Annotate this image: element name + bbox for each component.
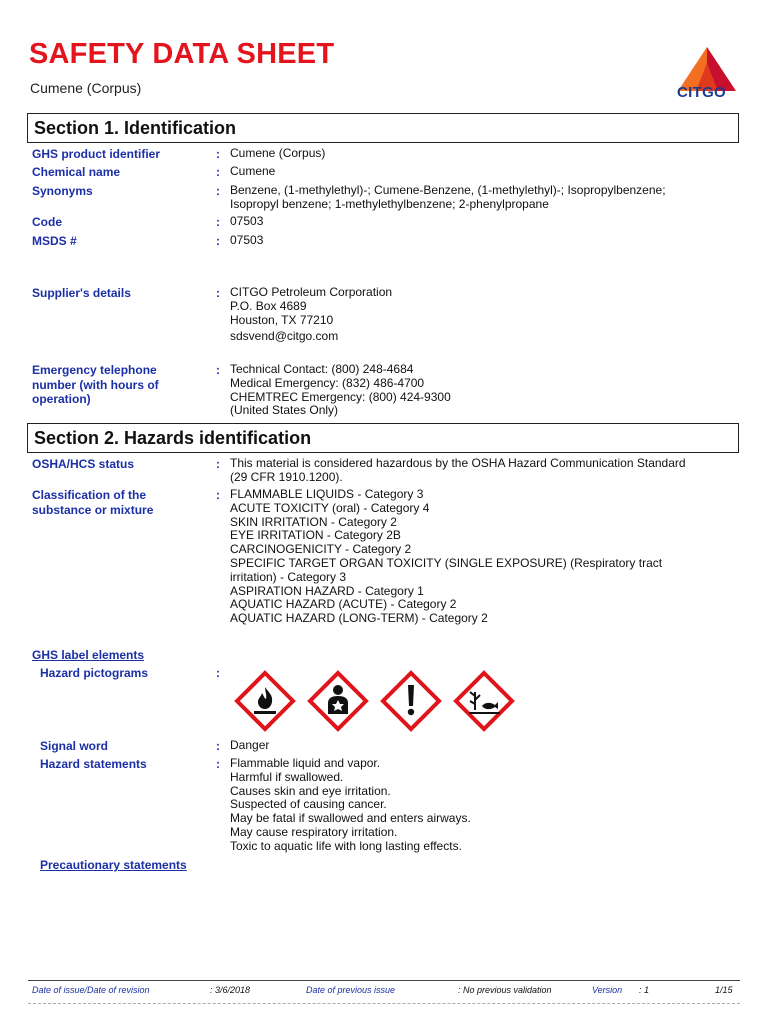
chemical-name-value: Cumene bbox=[230, 164, 276, 178]
classification-value bbox=[230, 488, 730, 626]
colon: : bbox=[216, 147, 220, 161]
ghs-label-elements-link[interactable]: GHS label elements bbox=[32, 648, 145, 662]
classification-line: SKIN IRRITATION - Category 2 bbox=[230, 514, 397, 529]
hazard-statements-label: Hazard statements bbox=[40, 757, 147, 771]
signal-word-value: Danger bbox=[230, 738, 270, 752]
colon: : bbox=[216, 184, 220, 198]
colon: : bbox=[216, 666, 220, 680]
colon: : bbox=[216, 363, 220, 377]
ghs-product-identifier-value: Cumene (Corpus) bbox=[230, 146, 326, 160]
precautionary-statements-link[interactable]: Precautionary statements bbox=[40, 858, 187, 872]
section-2-heading: Section 2. Hazards identification bbox=[27, 423, 739, 453]
classification-line: EYE IRRITATION - Category 2B bbox=[230, 528, 401, 543]
label-line: Classification of the bbox=[32, 488, 147, 502]
signal-word-label: Signal word bbox=[40, 739, 109, 753]
hazard-statement-line: May be fatal if swallowed and enters airways. bbox=[230, 811, 471, 826]
hazard-statement-line: May cause respiratory irritation. bbox=[230, 824, 398, 839]
classification-line: ACUTE TOXICITY (oral) - Category 4 bbox=[230, 500, 430, 515]
emergency-line: Technical Contact: (800) 248-4684 bbox=[230, 362, 414, 376]
emergency-telephone-label bbox=[32, 363, 202, 407]
hazard-statements-value bbox=[230, 757, 730, 854]
emergency-line: CHEMTREC Emergency: (800) 424-9300 bbox=[230, 389, 451, 404]
environment-pictogram-icon bbox=[453, 670, 515, 732]
flame-pictogram-icon bbox=[234, 670, 296, 732]
classification-label bbox=[32, 488, 202, 517]
document-title: SAFETY DATA SHEET bbox=[29, 38, 335, 70]
section-1-heading: Section 1. Identification bbox=[27, 113, 739, 143]
supplier-line: CITGO Petroleum Corporation bbox=[230, 285, 393, 299]
emergency-line: (United States Only) bbox=[230, 403, 339, 418]
osha-hcs-status-value bbox=[230, 457, 730, 485]
footer-version-label: Version bbox=[592, 985, 623, 995]
supplier-line: Houston, TX 77210 bbox=[230, 312, 334, 327]
footer-previous-issue-label: Date of previous issue bbox=[306, 985, 396, 995]
footer-version-value: : 1 bbox=[639, 985, 650, 995]
colon: : bbox=[216, 488, 220, 502]
classification-line: AQUATIC HAZARD (ACUTE) - Category 2 bbox=[230, 597, 457, 612]
classification-line: ASPIRATION HAZARD - Category 1 bbox=[230, 583, 424, 598]
hazard-statement-line: Harmful if swallowed. bbox=[230, 769, 344, 784]
emergency-line: Medical Emergency: (832) 486-4700 bbox=[230, 375, 425, 390]
synonyms-line: Benzene, (1-methylethyl)-; Cumene-Benzene, (1-methylethyl)-; Isopropylbenzene; bbox=[230, 183, 666, 197]
label-line: number (with hours of bbox=[32, 377, 159, 392]
msds-number-label: MSDS # bbox=[32, 234, 77, 248]
hazard-statement-line: Causes skin and eye irritation. bbox=[230, 783, 391, 798]
colon: : bbox=[216, 457, 220, 471]
citgo-logo-text: CITGO bbox=[677, 84, 726, 101]
synonyms-value bbox=[230, 184, 730, 212]
footer-page-number: 1/15 bbox=[715, 985, 733, 995]
hazard-pictograms-label: Hazard pictograms bbox=[40, 666, 149, 680]
emergency-telephone-value bbox=[230, 363, 730, 418]
osha-hcs-status-label: OSHA/HCS status bbox=[32, 457, 135, 471]
health-hazard-pictogram-icon bbox=[307, 670, 369, 732]
colon: : bbox=[216, 215, 220, 229]
classification-line: CARCINOGENICITY - Category 2 bbox=[230, 542, 412, 557]
code-label: Code bbox=[32, 215, 62, 229]
footer-divider bbox=[28, 980, 740, 981]
colon: : bbox=[216, 757, 220, 771]
osha-line: This material is considered hazardous by the OSHA Hazard Communication Standard bbox=[230, 456, 686, 470]
suppliers-details-label: Supplier's details bbox=[32, 286, 131, 300]
hazard-statement-line: Toxic to aquatic life with long lasting effects. bbox=[230, 838, 462, 853]
supplier-line: P.O. Box 4689 bbox=[230, 298, 307, 313]
label-line: operation) bbox=[32, 392, 91, 406]
synonyms-label: Synonyms bbox=[32, 184, 93, 198]
chemical-name-label: Chemical name bbox=[32, 165, 121, 179]
osha-line: (29 CFR 1910.1200). bbox=[230, 469, 343, 484]
label-line: substance or mixture bbox=[32, 502, 154, 517]
ghs-product-identifier-label: GHS product identifier bbox=[32, 147, 161, 161]
synonyms-line: Isopropyl benzene; 1-methylethylbenzene; 2-phenylpropane bbox=[230, 196, 549, 211]
msds-number-value: 07503 bbox=[230, 233, 264, 247]
supplier-email[interactable]: sdsvend@citgo.com bbox=[230, 329, 339, 344]
footer-issue-date-label: Date of issue/Date of revision bbox=[32, 985, 150, 995]
label-line: Emergency telephone bbox=[32, 363, 157, 377]
code-value: 07503 bbox=[230, 214, 264, 228]
colon: : bbox=[216, 165, 220, 179]
colon: : bbox=[216, 739, 220, 753]
classification-line: SPECIFIC TARGET ORGAN TOXICITY (SINGLE EXPOSURE) (Respiratory tract bbox=[230, 555, 663, 570]
footer-bottom-divider bbox=[28, 1003, 740, 1004]
exclamation-pictogram-icon bbox=[380, 670, 442, 732]
colon: : bbox=[216, 286, 220, 300]
colon: : bbox=[216, 234, 220, 248]
suppliers-details-value bbox=[230, 286, 730, 344]
hazard-statement-line: Flammable liquid and vapor. bbox=[230, 756, 381, 770]
product-name: Cumene (Corpus) bbox=[30, 80, 142, 96]
hazard-statement-line: Suspected of causing cancer. bbox=[230, 797, 387, 812]
classification-line: FLAMMABLE LIQUIDS - Category 3 bbox=[230, 487, 424, 501]
classification-line: irritation) - Category 3 bbox=[230, 569, 347, 584]
footer-previous-issue-value: : No previous validation bbox=[458, 985, 552, 995]
footer-issue-date-value: : 3/6/2018 bbox=[210, 985, 251, 995]
classification-line: AQUATIC HAZARD (LONG-TERM) - Category 2 bbox=[230, 611, 488, 626]
